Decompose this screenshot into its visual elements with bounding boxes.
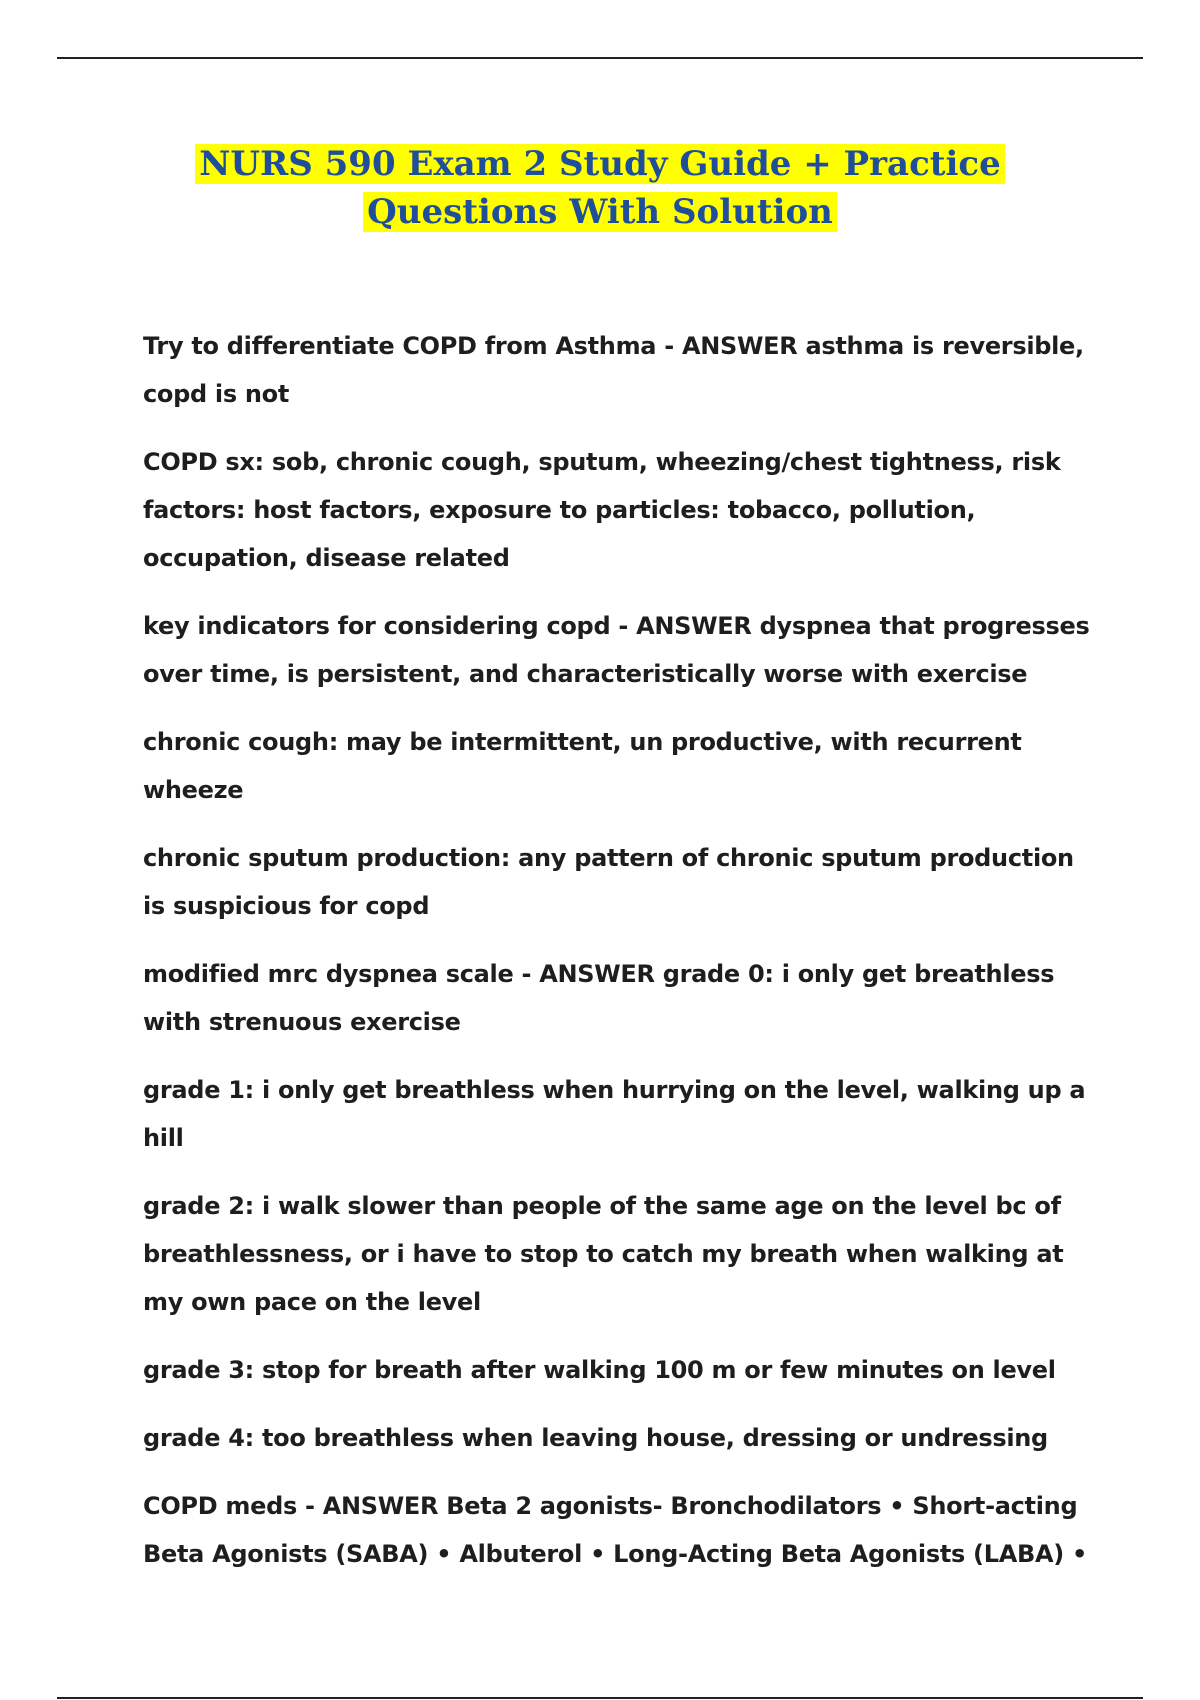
paragraph-grade-3: grade 3: stop for breath after walking 100 m or few minutes on level: [143, 1356, 1056, 1384]
paragraph-grade-2: grade 2: i walk slower than people of the same age on the level bc of breathlessness, or i have to stop to catch my breath when walking at my own pace on the level: [143, 1192, 1064, 1316]
paragraph-copd-symptoms: COPD sx: sob, chronic cough, sputum, wheezing/chest tightness, risk factors: host factors, exposure to particles: tobacco, pollution, occupation, disease related: [143, 448, 1061, 572]
paragraph-mrc-scale: modified mrc dyspnea scale - ANSWER grade 0: i only get breathless with strenuous exercise: [143, 960, 1055, 1036]
title-line-1: NURS 590 Exam 2 Study Guide + Practice: [195, 144, 1004, 184]
paragraph-grade-4: grade 4: too breathless when leaving house, dressing or undressing: [143, 1424, 1048, 1452]
top-rule: [57, 57, 1143, 59]
title-line-2: Questions With Solution: [363, 192, 837, 232]
paragraph-key-indicators: key indicators for considering copd - ANSWER dyspnea that progresses over time, is persistent, and characteristically worse with exercise: [143, 612, 1090, 688]
paragraph-grade-1: grade 1: i only get breathless when hurrying on the level, walking up a hill: [143, 1076, 1086, 1152]
document-body: [143, 322, 1103, 1598]
paragraph-copd-meds: COPD meds - ANSWER Beta 2 agonists- Bronchodilators • Short-acting Beta Agonists (SABA) • Albuterol • Long-Acting Beta Agonists (LABA) •: [143, 1492, 1088, 1568]
paragraph-copd-vs-asthma: Try to differentiate COPD from Asthma - ANSWER asthma is reversible, copd is not: [143, 332, 1084, 408]
bottom-rule: [57, 1697, 1143, 1699]
paragraph-chronic-cough: chronic cough: may be intermittent, un productive, with recurrent wheeze: [143, 728, 1022, 804]
document-title: [0, 140, 1200, 236]
paragraph-chronic-sputum: chronic sputum production: any pattern of chronic sputum production is suspicious for copd: [143, 844, 1074, 920]
